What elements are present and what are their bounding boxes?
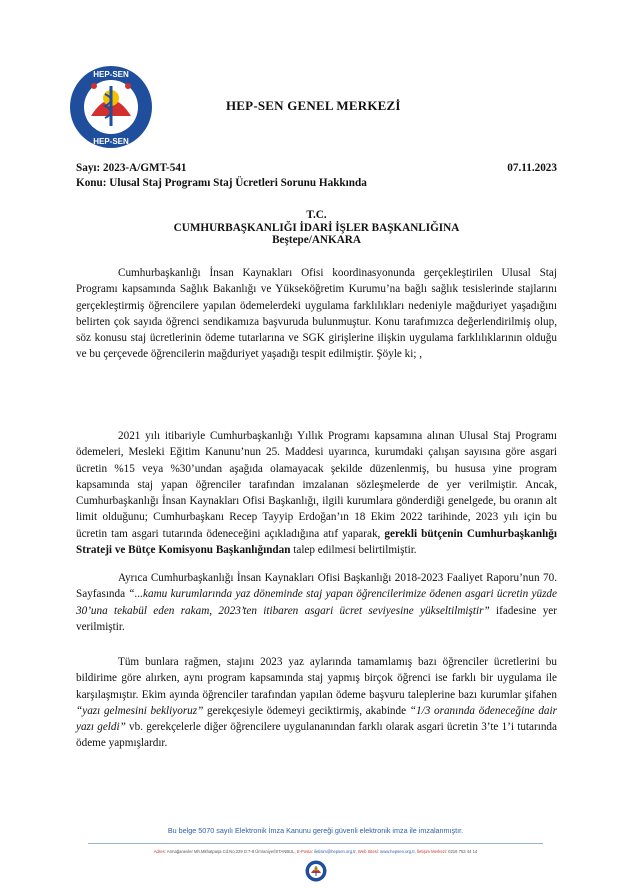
paragraph-3-quote: “...kamu kurumlarında yaz döneminde staj yapan öğrencilerimize ödenen asgari ücretin yüzde 30’una tekabül eden rakam, 2023’ten itibaren asgari ücret seviyesine yükseltilmiştir” xyxy=(76,588,557,617)
paragraph-4-text-b: gerekçesiyle ödemeyi geciktirmiş, akabinde xyxy=(203,704,410,717)
addressee-line-3: Beştepe/ANKARA xyxy=(272,234,361,246)
body-paragraph-2 xyxy=(76,428,557,558)
esignature-note: Bu belge 5070 sayılı Elektronik İmza Kanunu gereği güvenli elektronik imza ile imzalanmıştır. xyxy=(167,826,464,835)
addressee-line-2: CUMHURBAŞKANLIĞI İDARİ İŞLER BAŞKANLIĞINA xyxy=(173,221,460,234)
paragraph-2-text-a: 2021 yılı itibariyle Cumhurbaşkanlığı Yıllık Programı kapsamına alınan Ulusal Staj Programı ödemeleri, Mesleki Eğitim Kanunu’nun 25. Maddesi uyarınca, kurumdaki çalışan sayısına göre asgari ücretin %15 veya %30’undan aşağıda olamayacak şekilde düzenlenmiş, bu hususa yine program kapsamında staj yapan öğrenciler tarafından imzalanan sözleşmelerde de yer verilmiştir. Ancak, Cumhurbaşkanlığı İnsan Kaynakları Ofisi Başkanlığı, ilgili kurumlara gönderdiği genelgede, bu oranın alt limit olduğunu; Cumhurbaşkanı Recep Tayyip Erdoğan’ın 18 Ekim 2022 tarihinde, 2023 yılı için bu ücretin tam asgari tutarında ödeneceğini açıkladığına atıf yaparak, xyxy=(76,430,557,540)
paragraph-3-text-c: ifadesine yer verilmiştir. xyxy=(76,604,557,633)
email-label: E-Posta: xyxy=(296,849,313,854)
paragraph-4-text-a: Tüm bunlara rağmen, stajını 2023 yaz aylarında tamamlamış bazı öğrenciler ücretlerini bu bildirime göre alırken, aynı program kapsamında staj yapmış birçok öğrenci ise farklı bir uygulama ile karşılaşmıştır. Ekim ayında öğrenciler tarafından yapılan ödeme başvuru taleplerine bazı kurumlar şifahen xyxy=(76,656,557,701)
phone-value: 0216 753 44 14 xyxy=(448,849,478,854)
addressee-line-1: T.C. xyxy=(306,209,327,221)
footer-contact: Adres: Armağanevler Mh.Mithatpaşa Cd.No:229 D:7-8 Ümraniye/İSTANBUL, E-Posta: iletisim@hepsen.org.tr, Web Sitesi: www.hepsen.org.tr, İletişim Merkezi: 0216 753 44 14 xyxy=(153,849,478,854)
body-paragraph-1: Cumhurbaşkanlığı İnsan Kaynakları Ofisi koordinasyonunda gerçekleştirilen Ulusal Staj Programı kapsamında Sağlık Bakanlığı ve Yükseköğretim Kurumu’na bağlı sağlık tesislerinde stajlarını gerçekleştirmiş öğrencilere yapılan ödemelerdeki uygulama farklılıkları nedeniyle mağduriyet yaşadığını belirten çok sayıda öğrenci sendikamıza başvuruda bulunmuştur. Konu tarafımızca değerlendirilmiş olup, söz konusu staj ücretlerinin ödeme tutarlarına ve SGK girişlerine ilişkin uygulama farklılıklarının olduğu ve bu çerçevede öğrencilerin mağduriyet yaşadığı tespit edilmiştir. Şöyle ki; , xyxy=(76,267,557,361)
web-link[interactable]: www.hepsen.org.tr xyxy=(380,849,415,854)
hep-sen-logo xyxy=(68,64,154,150)
footer-divider xyxy=(88,843,543,844)
paragraph-4-quote-1: “yazı gelmesini bekliyoruz” xyxy=(76,704,204,717)
document-number: Sayı: 2023-A/GMT-541 xyxy=(76,162,187,174)
phone-label: İletişim Merkezi: xyxy=(416,849,447,854)
footer-logo-icon xyxy=(305,860,327,882)
organization-title: HEP-SEN GENEL MERKEZİ xyxy=(226,98,401,113)
address-label: Adres: xyxy=(153,849,166,854)
paragraph-3-text-a: Ayrıca Cumhurbaşkanlığı İnsan Kaynakları Ofisi Başkanlığı 2018-2023 Faaliyet Raporu’nun 70. Sayfasında xyxy=(76,572,557,601)
paragraph-4-text-c: vb. gerekçelerle diğer öğrencilere uygulananından farklı olarak asgari ücretin 3’te 1’i tutarında ödeme yapmışlardır. xyxy=(76,721,557,750)
document-date: 07.11.2023 xyxy=(507,162,557,174)
paragraph-2-text-c: talep edilmesi belirtilmiştir. xyxy=(290,544,417,557)
address-value: Armağanevler Mh.Mithatpaşa Cd.No:229 D:7-8 Ümraniye/İSTANBUL xyxy=(166,849,295,854)
paragraph-4-quote-2: “1/3 oranında ödeneceğine dair yazı geldi” xyxy=(76,704,557,734)
addressee-block xyxy=(76,209,557,247)
paragraph-2-bold: gerekli bütçenin Cumhurbaşkanlığı Strateji ve Bütçe Komisyonu Başkanlığından xyxy=(76,527,557,557)
web-label: Web Sitesi: xyxy=(357,849,379,854)
logo-bottom-text: HEP-SEN xyxy=(93,137,129,146)
body-paragraph-4 xyxy=(76,654,557,752)
body-paragraph-3 xyxy=(76,570,557,635)
document-meta xyxy=(76,161,557,191)
logo-top-text: HEP-SEN xyxy=(93,70,129,79)
document-subject: Konu: Ulusal Staj Programı Staj Ücretleri Sorunu Hakkında xyxy=(76,177,367,189)
email-link[interactable]: iletisim@hepsen.org.tr xyxy=(314,849,356,854)
